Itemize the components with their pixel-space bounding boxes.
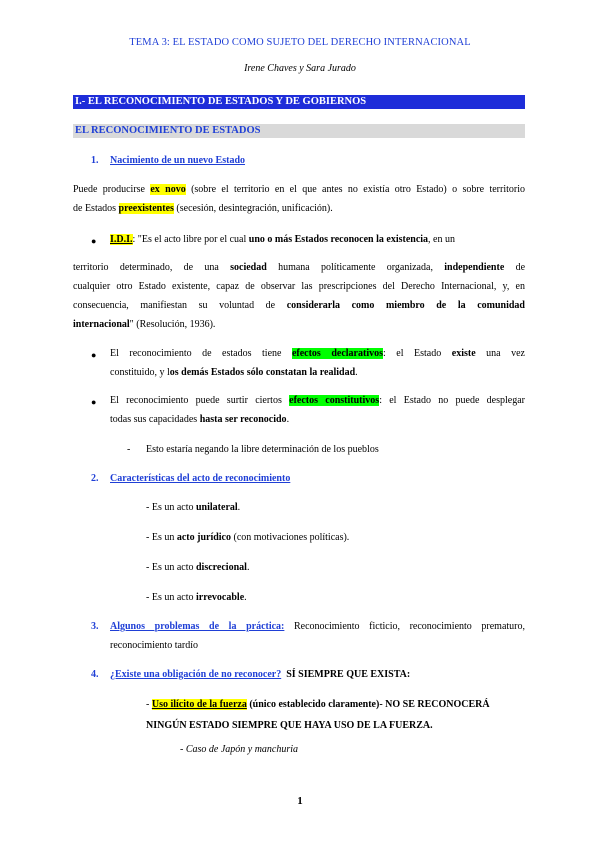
text-segment: , en un <box>428 234 455 245</box>
characteristic-juridico <box>146 528 349 547</box>
item-3-body <box>110 617 525 655</box>
text-segment: . <box>246 562 250 573</box>
item-2-number: 2. <box>91 473 99 484</box>
text-segment: - Es un acto <box>146 502 196 513</box>
text-bold: discrecional <box>196 562 247 573</box>
item-1-number: 1. <box>91 155 99 166</box>
highlight-uso-ilicito: Uso ilícito de la fuerza <box>151 699 247 710</box>
text-segment: de <box>504 262 526 273</box>
bullet-constitutive-effects <box>110 391 525 429</box>
text-segment: Puede producirse <box>73 184 151 195</box>
paragraph-origin <box>73 180 525 218</box>
text-line: NINGÚN ESTADO SIEMPRE QUE HAYA USO DE LA FUERZA. <box>146 720 433 731</box>
highlight-preexistentes: preexistentes <box>118 203 174 214</box>
item-3-number: 3. <box>91 621 99 632</box>
section-heading: I.- EL RECONOCIMIENTO DE ESTADOS Y DE GOBIERNOS <box>73 95 525 109</box>
item-2-title: Características del acto de reconocimiento <box>110 473 291 484</box>
text-bold: (único establecido claramente) <box>246 699 380 710</box>
text-bold: independiente <box>444 262 505 273</box>
text-bold: unilateral <box>196 502 238 513</box>
text-segment: todas sus capacidades <box>110 414 200 425</box>
text-segment: Reconocimiento ficticio, reconocimiento prematuro, <box>284 621 525 632</box>
text-segment: humana políticamente organizada, <box>266 262 445 273</box>
characteristic-irrevocable <box>146 588 247 607</box>
item-1-title: Nacimiento de un nuevo Estado <box>110 155 246 166</box>
text-bold: os demás Estados sólo constatan la realidad <box>169 367 356 378</box>
text-bold: internacional <box>73 319 130 330</box>
highlight-idi: I.D.I. <box>110 234 133 245</box>
characteristic-unilateral <box>146 498 240 517</box>
text-segment: . <box>355 367 358 378</box>
text-bold: - NO SE RECONOCERÁ <box>379 699 490 710</box>
text-line: cualquier otro Estado existente, capaz de observar las prescripciones del Derecho Internacional, y, en <box>73 281 525 292</box>
subsection-heading: EL RECONOCIMIENTO DE ESTADOS <box>73 124 525 138</box>
item-4-title: ¿Existe una obligación de no reconocer? <box>110 669 282 680</box>
bullet-icon: ● <box>91 236 97 246</box>
text-bold: uno o más Estados reconocen la existencia <box>248 234 429 245</box>
text-segment: : el Estado no puede desplegar <box>379 395 525 406</box>
characteristic-discrecional <box>146 558 249 577</box>
text-bold: sociedad <box>230 262 267 273</box>
text-line: reconocimiento tardío <box>110 640 199 651</box>
text-segment: " (Resolución, 1936). <box>129 319 216 330</box>
text-segment: territorio determinado, de una <box>73 262 231 273</box>
item-4-heading <box>110 665 525 684</box>
highlight-efectos-constitutivos: efectos constitutivos <box>289 395 380 406</box>
text-segment: (con motivaciones políticas). <box>231 532 350 543</box>
item-3-title: Algunos problemas de la práctica: <box>110 621 285 632</box>
text-bold: irrevocable <box>196 592 245 603</box>
idi-definition-body <box>73 258 525 334</box>
bullet-icon: ● <box>91 350 97 360</box>
text-segment: - Es un acto <box>146 592 196 603</box>
bullet-declarative-effects <box>110 344 525 382</box>
document-title: TEMA 3: EL ESTADO COMO SUJETO DEL DERECHO INTERNACIONAL <box>129 37 471 48</box>
dash-marker: - <box>127 444 131 455</box>
idi-definition-start <box>110 230 525 249</box>
item-4-number: 4. <box>91 669 99 680</box>
text-bold: considerarla como miembro de la comunidad <box>286 300 525 311</box>
text-segment: (secesión, desintegración, unificación). <box>173 203 333 214</box>
text-bold: hasta ser reconocido <box>199 414 287 425</box>
text-segment: - <box>146 699 152 710</box>
bullet-icon: ● <box>91 397 97 407</box>
text-segment: El reconocimiento de estados tiene <box>110 348 292 359</box>
text-segment: - Es un <box>146 532 177 543</box>
text-segment: - Es un acto <box>146 562 196 573</box>
page-number: 1 <box>297 795 303 807</box>
highlight-ex-novo: ex novo <box>150 184 186 195</box>
authors: Irene Chaves y Sara Jurado <box>244 63 356 74</box>
text-segment: de Estados <box>73 203 119 214</box>
text-bold: existe <box>451 348 476 359</box>
dash-self-determination: Esto estaría negando la libre determinación de los pueblos <box>146 444 379 455</box>
text-segment: : el Estado <box>383 348 452 359</box>
case-japan-manchuria: - Caso de Japón y manchuria <box>180 744 299 755</box>
text-segment: : "Es el acto libre por el cual <box>132 234 249 245</box>
text-segment: El reconocimiento puede surtir ciertos <box>110 395 290 406</box>
text-segment: constituido, y l <box>110 367 170 378</box>
text-segment: (sobre el territorio en el que antes no existía otro Estado) o sobre territorio <box>185 184 525 195</box>
text-segment: una vez <box>475 348 525 359</box>
text-segment: . <box>237 502 241 513</box>
text-segment: consecuencia, manifiestan su voluntad de <box>73 300 287 311</box>
text-segment: . <box>244 592 247 603</box>
text-segment: . <box>286 414 290 425</box>
item-4-force-rule <box>146 694 526 736</box>
text-bold: acto jurídico <box>176 532 231 543</box>
item-4-answer: SÍ SIEMPRE QUE EXISTA: <box>286 669 411 680</box>
highlight-efectos-declarativos: efectos declarativos <box>291 348 383 359</box>
